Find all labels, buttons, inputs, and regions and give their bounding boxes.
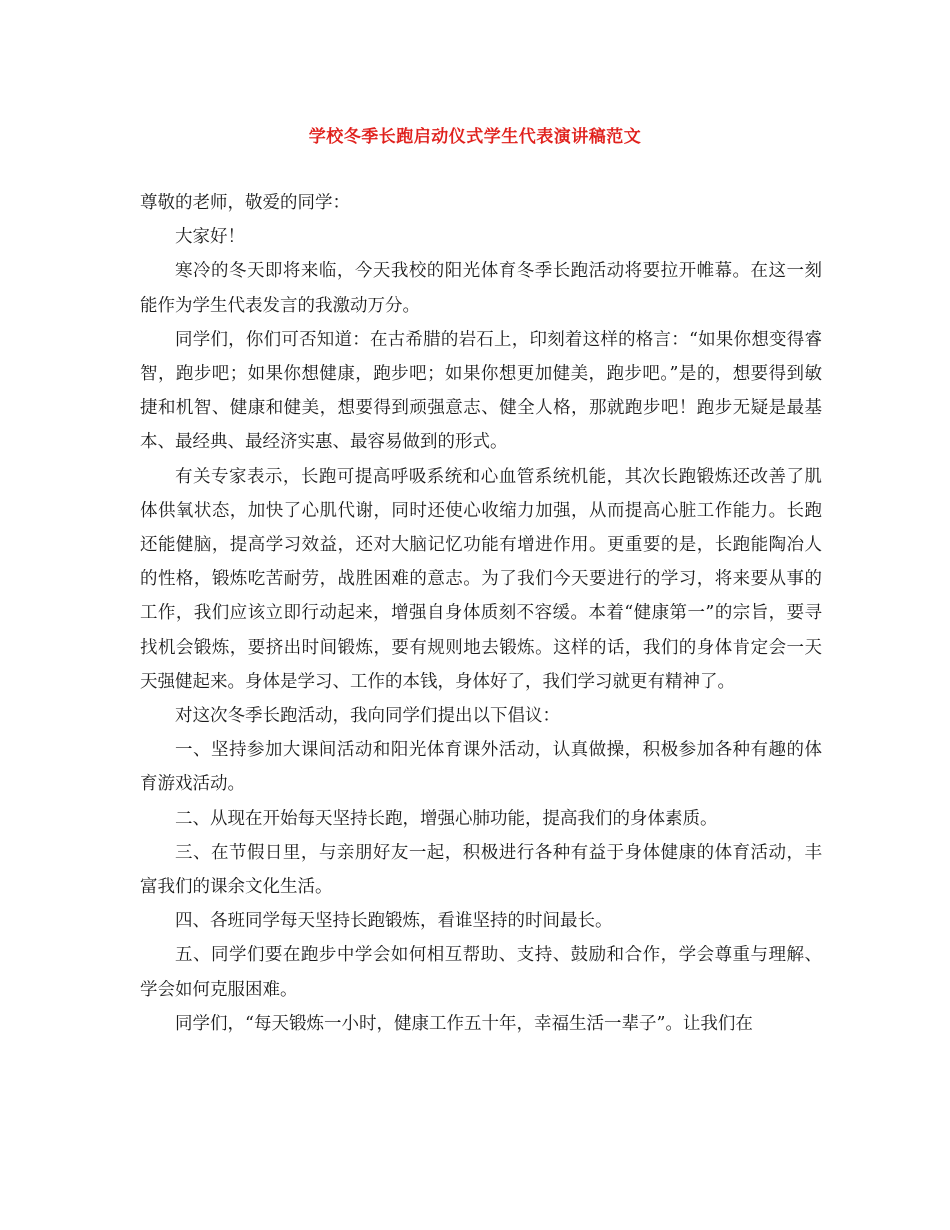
- paragraph-closing: 同学们，“每天锻炼一小时，健康工作五十年，幸福生活一辈子”。让我们在: [175, 1013, 753, 1034]
- paragraph-greeting: 大家好！: [175, 227, 245, 248]
- proposal-item-1: 一、坚持参加大课间活动和阳光体育课外活动，认真做操，积极参加各种有趣的体育游戏活动。: [140, 740, 822, 795]
- document-body: [140, 186, 822, 1041]
- proposal-item-5: 五、同学们要在跑步中学会如何相互帮助、支持、鼓励和合作，学会尊重与理解、学会如何克服困难。: [140, 945, 822, 1000]
- proposal-item-4: 四、各班同学每天坚持长跑锻炼，看谁坚持的时间最长。: [175, 911, 613, 932]
- document-title: 学校冬季长跑启动仪式学生代表演讲稿范文: [308, 127, 642, 147]
- paragraph-expert-benefits: 有关专家表示，长跑可提高呼吸系统和心血管系统机能，其次长跑锻炼还改善了肌体供氧状态，加快了心肌代谢，同时还使心收缩力加强，从而提高心脏工作能力。长跑还能健脑，提高学习效益，还对大脑记忆功能有增进作用。更重要的是，长跑能陶冶人的性格，锻炼吃苦耐劳，战胜困难的意志。为了我们今天要进行的学习，将来要从事的工作，我们应该立即行动起来，增强自身体质刻不容缓。本着“健康第一”的宗旨，要寻找机会锻炼，要挤出时间锻炼，要有规则地去锻炼。这样的话，我们的身体肯定会一天天强健起来。身体是学习、工作的本钱，身体好了，我们学习就更有精神了。: [140, 466, 822, 692]
- paragraph-greek-motto: 同学们，你们可否知道：在古希腊的岩石上，印刻着这样的格言：“如果你想变得睿智，跑步吧；如果你想健康，跑步吧；如果你想更加健美，跑步吧。”是的，想要得到敏捷和机智、健康和健美，想要得到顽强意志、健全人格，那就跑步吧！跑步无疑是最基本、最经典、最经济实惠、最容易做到的形式。: [140, 329, 822, 453]
- proposal-item-3: 三、在节假日里，与亲朋好友一起，积极进行各种有益于身体健康的体育活动，丰富我们的课余文化生活。: [140, 842, 822, 898]
- salutation: 尊敬的老师，敬爱的同学：: [140, 193, 350, 213]
- paragraph-proposal-intro: 对这次冬季长跑活动，我向同学们提出以下倡议：: [175, 706, 560, 727]
- proposal-item-2: 二、从现在开始每天坚持长跑，增强心肺功能，提高我们的身体素质。: [175, 808, 718, 829]
- paragraph-intro: 寒冷的冬天即将来临，今天我校的阳光体育冬季长跑活动将要拉开帷幕。在这一刻能作为学生代表发言的我激动万分。: [140, 261, 822, 316]
